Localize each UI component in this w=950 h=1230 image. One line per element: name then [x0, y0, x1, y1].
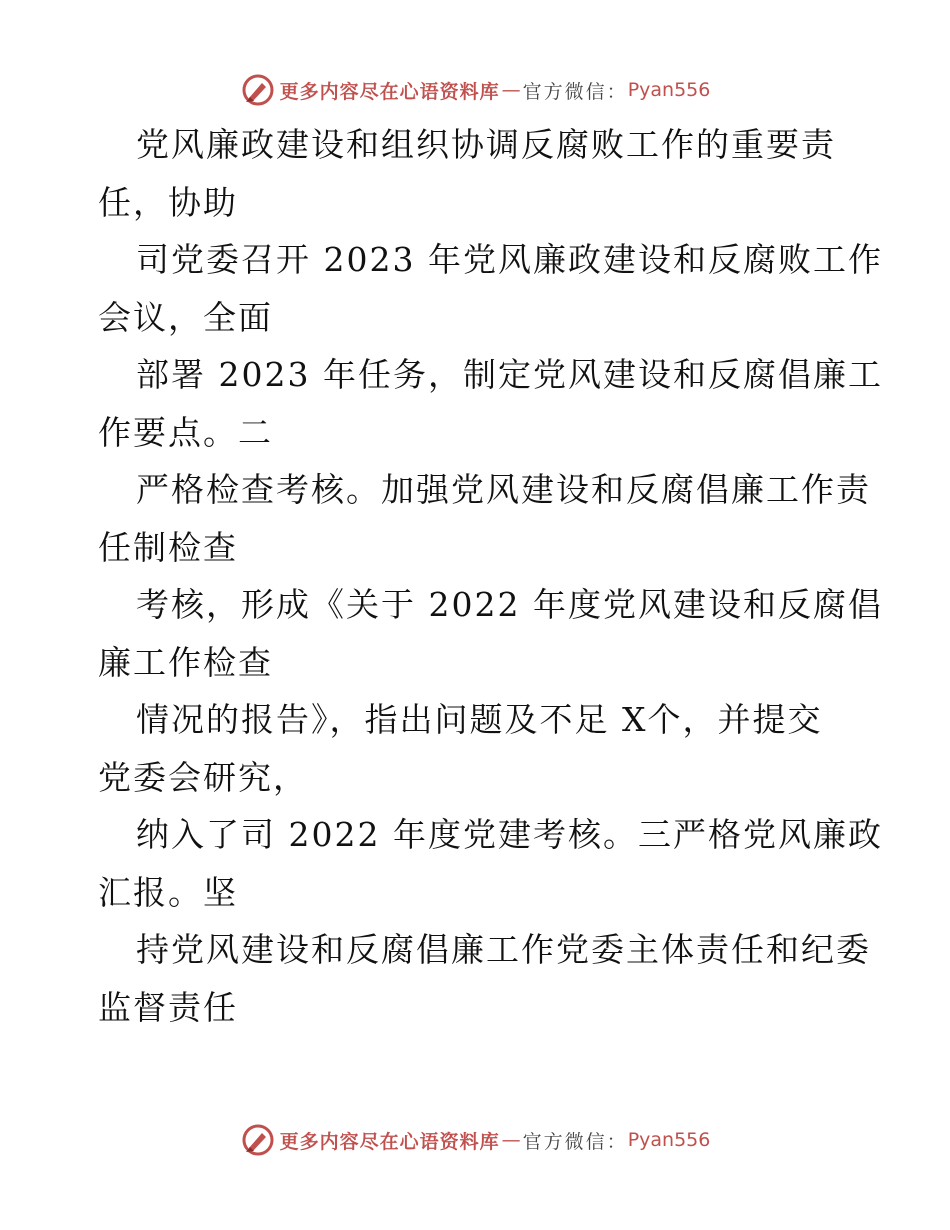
- text-line-1: 党风廉政建设和组织协调反腐败工作的重要责: [136, 125, 836, 164]
- text-line-8: 任制检查: [98, 527, 238, 567]
- footer-banner: [0, 1122, 950, 1158]
- text-line-10: 廉工作检查: [98, 642, 273, 682]
- text-line-16: 监督责任: [98, 987, 238, 1027]
- pen-circle-logo-icon: [240, 1122, 276, 1158]
- text-line-7: 严格检查考核。加强党风建设和反腐倡廉工作责: [136, 470, 871, 509]
- text-line-9: 考核，形成《关于 2022 年度党风建设和反腐倡: [136, 585, 883, 624]
- header-separator: —: [501, 79, 521, 101]
- footer-site-name: 更多内容尽在心语资料库: [279, 1130, 500, 1153]
- header-site-name: 更多内容尽在心语资料库: [279, 80, 500, 103]
- header-banner: [0, 72, 950, 108]
- text-line-4: 会议，全面: [98, 297, 273, 337]
- header-wechat-label: 官方微信：: [522, 80, 628, 103]
- footer-wechat-label: 官方微信：: [522, 1130, 628, 1153]
- text-line-15: 持党风建设和反腐倡廉工作党委主体责任和纪委: [136, 930, 871, 969]
- text-line-11: 情况的报告》，指出问题及不足 X个，并提交: [136, 700, 823, 739]
- text-line-6: 作要点。二: [98, 412, 273, 452]
- text-line-3: 司党委召开 2023 年党风廉政建设和反腐败工作: [136, 240, 883, 279]
- pen-circle-logo-icon: [240, 72, 276, 108]
- text-line-12: 党委会研究，: [98, 757, 308, 797]
- text-line-14: 汇报。坚: [98, 872, 238, 912]
- footer-wechat-account: Pyan556: [627, 1129, 711, 1151]
- header-wechat-account: Pyan556: [627, 79, 711, 101]
- text-line-2: 任，协助: [98, 182, 238, 222]
- footer-separator: —: [501, 1129, 521, 1151]
- document-body: [98, 116, 883, 1036]
- text-line-5: 部署 2023 年任务，制定党风建设和反腐倡廉工: [136, 355, 883, 394]
- text-line-13: 纳入了司 2022 年度党建考核。三严格党风廉政: [136, 815, 883, 854]
